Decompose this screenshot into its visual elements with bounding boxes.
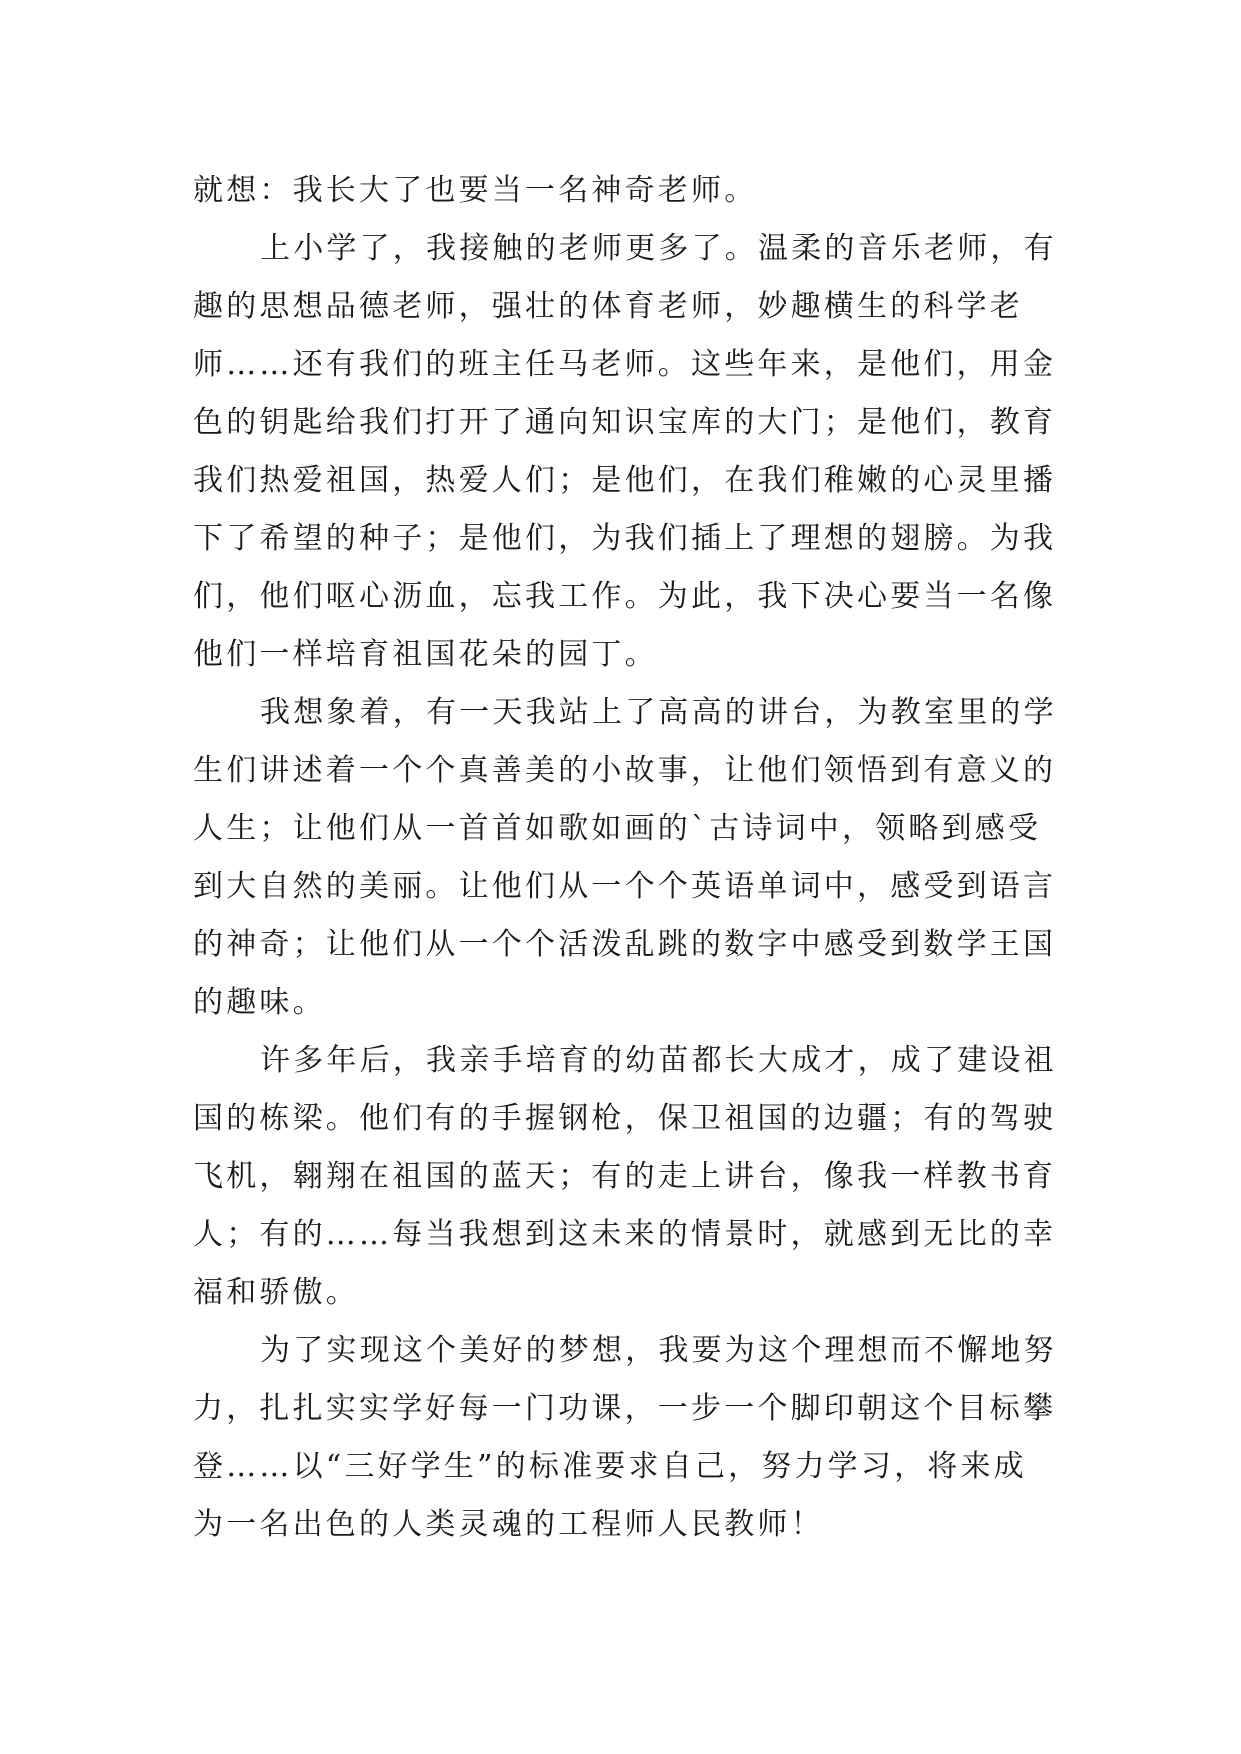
text-line: 师……还有我们的班主任马老师。这些年来，是他们，用金	[193, 347, 1057, 382]
text-line: 为一名出色的人类灵魂的工程师人民教师！	[193, 1507, 824, 1542]
text-line: 生们讲述着一个个真善美的小故事，让他们领悟到有意义的	[193, 753, 1057, 788]
paragraph-start-line: 许多年后，我亲手培育的幼苗都长大成才，成了建设祖	[260, 1043, 1057, 1078]
text-line: 到大自然的美丽。让他们从一个个英语单词中，感受到语言	[193, 869, 1057, 904]
text-line: 国的栋梁。他们有的手握钢枪，保卫祖国的边疆；有的驾驶	[193, 1101, 1057, 1136]
text-line: 的趣味。	[193, 985, 326, 1020]
text-line: 我们热爱祖国，热爱人们；是他们，在我们稚嫩的心灵里播	[193, 463, 1057, 498]
paragraph-start-line: 上小学了，我接触的老师更多了。温柔的音乐老师，有	[260, 231, 1057, 266]
text-line: 力，扎扎实实学好每一门功课，一步一个脚印朝这个目标攀	[193, 1391, 1057, 1426]
text-line: 色的钥匙给我们打开了通向知识宝库的大门；是他们，教育	[193, 405, 1057, 440]
text-line: 趣的思想品德老师，强壮的体育老师，妙趣横生的科学老	[193, 289, 1023, 324]
text-line: 飞机，翱翔在祖国的蓝天；有的走上讲台，像我一样教书育	[193, 1159, 1057, 1194]
text-line: 他们一样培育祖国花朵的园丁。	[193, 637, 658, 672]
text-line: 人；有的……每当我想到这未来的情景时，就感到无比的幸	[193, 1217, 1057, 1252]
text-line: 福和骄傲。	[193, 1275, 359, 1310]
paragraph-start-line: 为了实现这个美好的梦想，我要为这个理想而不懈地努	[260, 1333, 1057, 1368]
text-line: 登……以“三好学生”的标准要求自己，努力学习，将来成	[193, 1449, 1027, 1484]
text-line: 人生；让他们从一首首如歌如画的`古诗词中，领略到感受	[193, 811, 1042, 846]
text-line: 的神奇；让他们从一个个活泼乱跳的数字中感受到数学王国	[193, 927, 1057, 962]
text-line: 就想：我长大了也要当一名神奇老师。	[193, 173, 758, 208]
paragraph-start-line: 我想象着，有一天我站上了高高的讲台，为教室里的学	[260, 695, 1057, 730]
text-line: 们，他们呕心沥血，忘我工作。为此，我下决心要当一名像	[193, 579, 1057, 614]
essay-body	[193, 162, 1063, 1554]
text-line: 下了希望的种子；是他们，为我们插上了理想的翅膀。为我	[193, 521, 1057, 556]
